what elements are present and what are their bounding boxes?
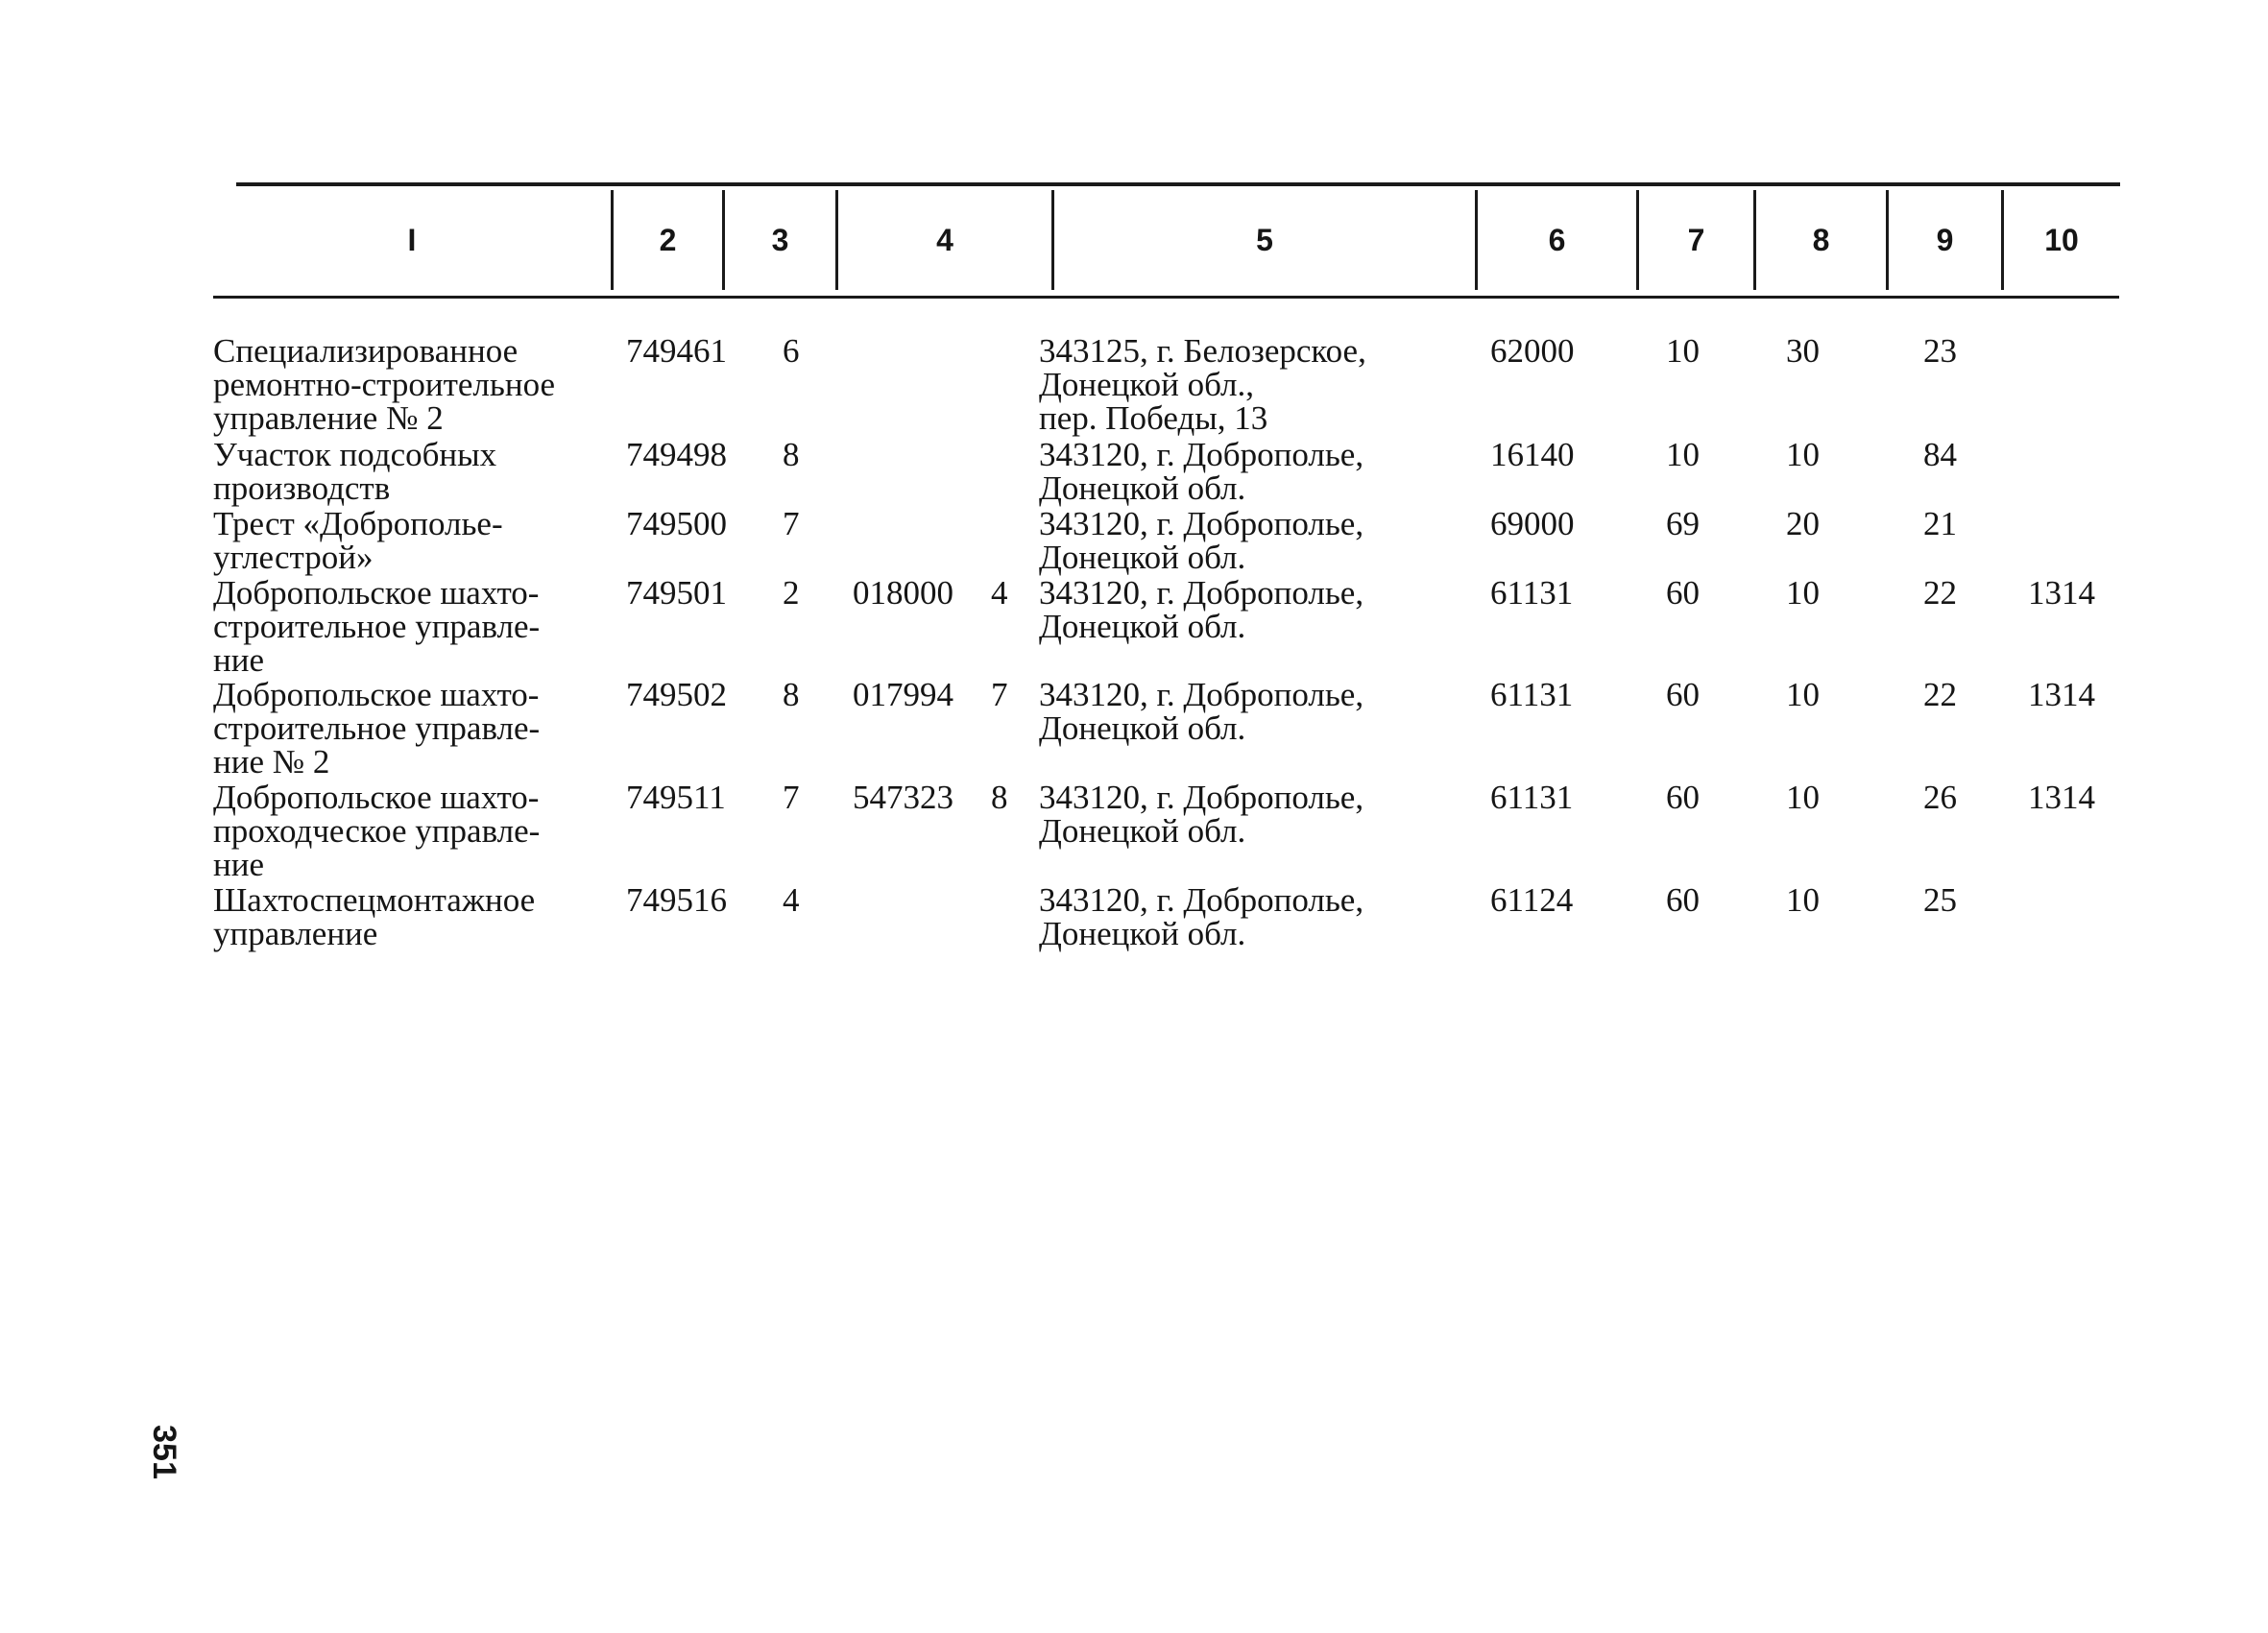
cell-col-7: 60 (1666, 779, 1700, 816)
org-name-line: строительное управле- (213, 709, 541, 747)
cell-col-10: 1314 (2028, 574, 2095, 612)
org-name-line: проходческое управле- (213, 812, 541, 850)
cell-col-4-check-digit: 8 (991, 779, 1008, 816)
cell-col-4-check-digit: 7 (991, 676, 1008, 713)
org-name-line: ние (213, 641, 264, 679)
column-header-8: 8 (1812, 223, 1830, 257)
cell-col-3: 7 (783, 505, 800, 542)
address-line: Донецкой обл. (1039, 709, 1246, 747)
org-name-line: Специализированное (213, 332, 519, 370)
cell-col-2: 749516 (626, 881, 727, 919)
cell-col-7: 60 (1666, 574, 1700, 612)
cell-col-2: 749461 (626, 332, 727, 370)
cell-col-6: 16140 (1490, 436, 1575, 473)
cell-col-3: 4 (783, 881, 800, 919)
cell-col-7: 69 (1666, 505, 1700, 542)
column-header-2: 2 (659, 223, 677, 257)
column-header-5: 5 (1256, 223, 1273, 257)
cell-col-8: 10 (1786, 881, 1820, 919)
cell-col-6: 61131 (1490, 779, 1574, 816)
cell-col-6: 61124 (1490, 881, 1574, 919)
cell-col-8: 30 (1786, 332, 1820, 370)
cell-col-8: 10 (1786, 436, 1820, 473)
address-line: 343125, г. Белозерское, (1039, 332, 1366, 370)
org-name-line: Добропольское шахто- (213, 574, 540, 612)
org-name-line: Шахтоспецмонтажное (213, 881, 536, 919)
cell-col-9: 22 (1923, 574, 1957, 612)
cell-col-3: 2 (783, 574, 800, 612)
cell-col-3: 6 (783, 332, 800, 370)
cell-col-3: 8 (783, 676, 800, 713)
cell-col-9: 21 (1923, 505, 1957, 542)
address-line: Донецкой обл., (1039, 366, 1254, 403)
column-header-4: 4 (936, 223, 953, 257)
org-name-line: ремонтно-строительное (213, 366, 556, 403)
org-name-line: Добропольское шахто- (213, 779, 540, 816)
address-line: Донецкой обл. (1039, 469, 1246, 507)
cell-col-2: 749511 (626, 779, 726, 816)
cell-col-7: 10 (1666, 332, 1700, 370)
page-number-text: 351 (145, 1424, 182, 1479)
cell-col-2: 749501 (626, 574, 727, 612)
column-header-10: 10 (2044, 223, 2079, 257)
cell-col-6: 61131 (1490, 676, 1574, 713)
org-name-line: Участок подсобных (213, 436, 497, 473)
address-line: 343120, г. Доброполье, (1039, 574, 1364, 612)
cell-col-2: 749498 (626, 436, 727, 473)
address-line: 343120, г. Доброполье, (1039, 779, 1364, 816)
org-name-line: производств (213, 469, 391, 507)
address-line: 343120, г. Доброполье, (1039, 881, 1364, 919)
cell-col-9: 25 (1923, 881, 1957, 919)
table-top-rule (236, 182, 2120, 186)
cell-col-4: 017994 (853, 676, 953, 713)
cell-col-9: 23 (1923, 332, 1957, 370)
address-line: Донецкой обл. (1039, 539, 1246, 576)
cell-col-9: 22 (1923, 676, 1957, 713)
address-line: 343120, г. Доброполье, (1039, 436, 1364, 473)
cell-col-7: 10 (1666, 436, 1700, 473)
address-line: Донецкой обл. (1039, 915, 1246, 952)
cell-col-2: 749500 (626, 505, 727, 542)
cell-col-3: 8 (783, 436, 800, 473)
cell-col-10: 1314 (2028, 676, 2095, 713)
org-name-line: углестрой» (213, 539, 374, 576)
org-name-line: ние № 2 (213, 743, 330, 780)
cell-col-6: 61131 (1490, 574, 1574, 612)
cell-col-9: 84 (1923, 436, 1957, 473)
org-name-line: ние (213, 846, 264, 883)
column-header-1: I (407, 223, 417, 257)
org-name-line: управление № 2 (213, 399, 444, 437)
column-header-7: 7 (1687, 223, 1705, 257)
org-name-line: Добропольское шахто- (213, 676, 540, 713)
cell-col-4-check-digit: 4 (991, 574, 1008, 612)
org-name-line: управление (213, 915, 378, 952)
address-line: 343120, г. Доброполье, (1039, 676, 1364, 713)
table-header-bottom-rule (213, 296, 2119, 299)
cell-col-8: 10 (1786, 676, 1820, 713)
cell-col-10: 1314 (2028, 779, 2095, 816)
cell-col-6: 62000 (1490, 332, 1575, 370)
address-line: Донецкой обл. (1039, 608, 1246, 645)
cell-col-4: 018000 (853, 574, 953, 612)
column-header-9: 9 (1936, 223, 1954, 257)
cell-col-3: 7 (783, 779, 800, 816)
cell-col-9: 26 (1923, 779, 1957, 816)
cell-col-7: 60 (1666, 881, 1700, 919)
page-number (142, 1413, 184, 1490)
column-header-3: 3 (771, 223, 789, 257)
cell-col-8: 20 (1786, 505, 1820, 542)
cell-col-6: 69000 (1490, 505, 1575, 542)
address-line: пер. Победы, 13 (1039, 399, 1268, 437)
cell-col-7: 60 (1666, 676, 1700, 713)
cell-col-4: 547323 (853, 779, 953, 816)
column-header-6: 6 (1548, 223, 1566, 257)
address-line: 343120, г. Доброполье, (1039, 505, 1364, 542)
org-name-line: строительное управле- (213, 608, 541, 645)
cell-col-8: 10 (1786, 779, 1820, 816)
cell-col-2: 749502 (626, 676, 727, 713)
address-line: Донецкой обл. (1039, 812, 1246, 850)
cell-col-8: 10 (1786, 574, 1820, 612)
org-name-line: Трест «Доброполье- (213, 505, 503, 542)
